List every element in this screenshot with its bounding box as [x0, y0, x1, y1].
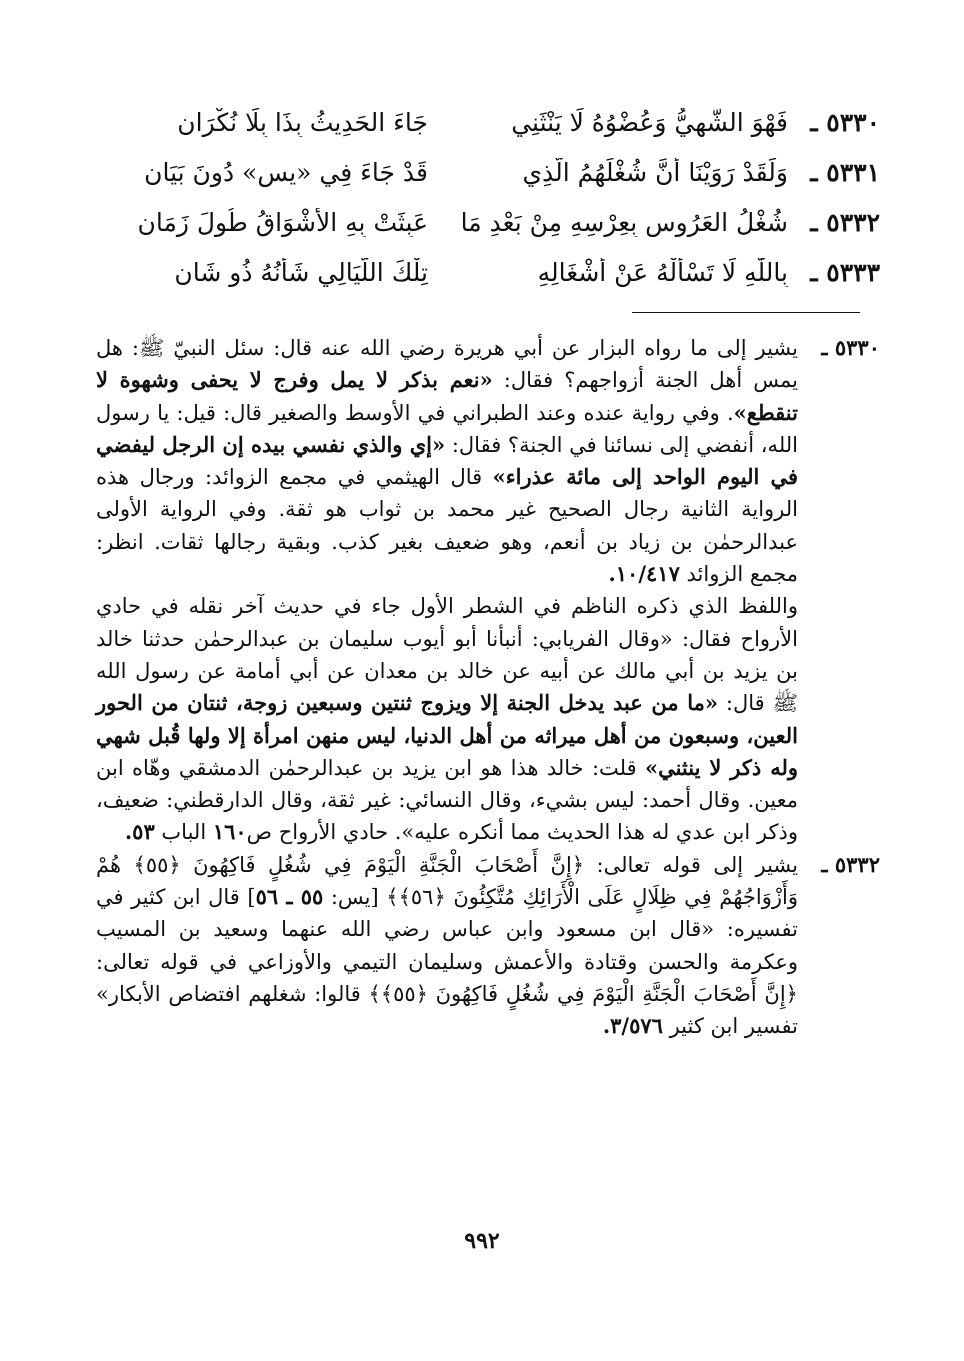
footnotes — [96, 332, 880, 1043]
quran-quote: ﴿إِنَّ أَصْحَابَ الْجَنَّةِ الْيَوْمَ فِي شُغُلٍ فَاكِهُونَ ﴿٥٥﴾ هُمْ وَأَزْوَاجُهُمْ فِي ظِلَالٍ عَلَى الْأَرَائِكِ مُتَّكِئُونَ ﴿٥٦﴾﴾ — [96, 852, 798, 910]
text-run: . وفي رواية عنده وعند الطبراني في الأوسط والصغير قال: قيل: يا رسول الله، أنفضي إلى نسائنا في الجنة؟ فقال: — [96, 400, 798, 457]
footnote — [96, 849, 880, 1043]
text-run: واللفظ الذي ذكره الناظم في الشطر الأول جاء في حديث آخر نقله في حادي الأرواح فقال: «وقال الفريابي: أنبأنا أبو أيوب سليمان بن عبدالرحمٰن حدثنا خالد بن يزيد بن أبي مالك عن أبيه عن خالد بن معدان عن أبي أمامة عن رسول الله ﷺ قال: — [96, 594, 798, 716]
verse-first-hemistich: وَلَقَدْ رَوَيْنَا أَنَّ شُغْلَهُمُ الَّذِي — [522, 158, 788, 187]
verse-number: ٥٣٣٢ ـ — [810, 208, 880, 237]
bold-text: «ما من عبد يدخل الجنة إلا ويزوج ثنتين وسبعين زوجة، ثنتان من الحور العين، وسبعون من أهل ميراثه من أهل الدنيا، ليس منهن امرأة إلا ولها قُبل شهي وله ذكر لا ينثني» — [96, 690, 798, 780]
verse-number: ٥٣٣٠ ـ — [810, 108, 880, 137]
bold-text: ٥٣. — [124, 819, 155, 845]
footnote-paragraph — [96, 849, 798, 1043]
footnote-separator — [632, 312, 860, 313]
text-run: يشير إلى قوله تعالى: — [584, 852, 798, 877]
text-run: قالوا: شغلهم افتضاص الأبكار» تفسير ابن كثير — [96, 981, 798, 1039]
bold-text: ١٠/٤١٧. — [608, 561, 680, 587]
footnote-paragraph — [96, 332, 798, 590]
bold-text: «إي والذي نفسي بيده إن الرجل ليفضي في اليوم الواحد إلى مائة عذراء» — [96, 431, 799, 490]
text-run: قلت: خالد هذا هو ابن يزيد بن عبدالرحمٰن الدمشقي وهّاه ابن معين. وقال أحمد: ليس بشيء، وقال النسائي: غير ثقة، وقال الدارقطني: ضعيف، وذكر ابن عدي له هذا الحديث مما أنكره عليه». حادي الأرواح ص — [96, 755, 798, 845]
text-run: الباب — [154, 820, 213, 845]
verse-first-hemistich: شُغْلُ العَرُوسِ بِعِرْسِهِ مِنْ بَعْدِ مَا — [460, 208, 788, 237]
footnote-paragraph — [96, 590, 798, 848]
bold-text: ٣/٥٧٦. — [602, 1013, 663, 1039]
verse-second-hemistich: تِلْكَ اللَّيَالِي شَأْنُهُ ذُو شَانِ — [174, 258, 428, 287]
bold-text: ١٦٠ — [212, 819, 247, 845]
text-run: قال الهيثمي في مجمع الزوائد: ورجال هذه الرواية الثانية رجال الصحيح غير محمد بن ثواب هو ثقة. وفي الرواية الأولى عبدالرحمٰن بن زياد بن أنعم، وهو ضعيف بغير كذب. وبقية رجالها ثقات. انظر: مجمع الزوائد — [96, 465, 798, 587]
verse-number: ٥٣٣١ ـ — [810, 158, 880, 187]
text-run: ] قال ابن كثير في تفسيره: «قال ابن مسعود وابن عباس رضي الله عنهما وسعيد بن المسيب وعكرمة والحسن وقتادة والأعمش وسليمان التيمي والأوزاعي في قوله تعالى: — [96, 885, 798, 974]
bold-text: ٥٥ ـ ٥٦ — [255, 884, 324, 910]
verse-second-hemistich: عَبِثَتْ بِهِ الأَشْوَاقُ طُولَ زَمَانِ — [137, 208, 428, 237]
text-run: [يس: — [323, 885, 387, 910]
footnote-text — [96, 849, 798, 1043]
page-number: ٩٩٢ — [464, 1228, 500, 1254]
bold-text: «نعم بذكر لا يمل وفرج لا يحفى وشهوة لا تنقطع» — [96, 367, 798, 425]
footnote-number: ٥٣٣٢ ـ — [821, 851, 880, 877]
verse-second-hemistich: جَاءَ الحَدِيثُ بِذَا بِلَا نُكْرَانِ — [177, 108, 428, 137]
verse-row — [96, 258, 880, 308]
verse-row — [96, 158, 880, 208]
footnote — [96, 332, 880, 849]
text-run: يشير إلى ما رواه البزار عن أبي هريرة رضي الله عنه قال: سئل النبيّ ﷺ: هل يمس أهل الجنة أزواجهم؟ فقال: — [96, 336, 799, 393]
verse-row — [96, 208, 880, 258]
verse-first-hemistich: فَهْوَ الشَّهِيُّ وَعُضْوُهُ لَا يَنْثَنِي — [511, 108, 788, 137]
quran-quote: ﴿إِنَّ أَصْحَابَ الْجَنَّةِ الْيَوْمَ فِي شُغُلٍ فَاكِهُونَ ﴿٥٥﴾﴾ — [368, 981, 798, 1006]
footnote-text — [96, 332, 798, 849]
verse-number: ٥٣٣٣ ـ — [810, 258, 880, 287]
verse-row — [96, 108, 880, 158]
verse-first-hemistich: بِاللّٰهِ لَا تَسْأَلْهُ عَنْ أَشْغَالِهِ — [537, 258, 788, 287]
poem-verses — [96, 108, 880, 308]
footnote-number: ٥٣٣٠ ـ — [821, 335, 880, 360]
verse-second-hemistich: قَدْ جَاءَ فِي «يس» دُونَ بَيَانِ — [144, 158, 428, 187]
